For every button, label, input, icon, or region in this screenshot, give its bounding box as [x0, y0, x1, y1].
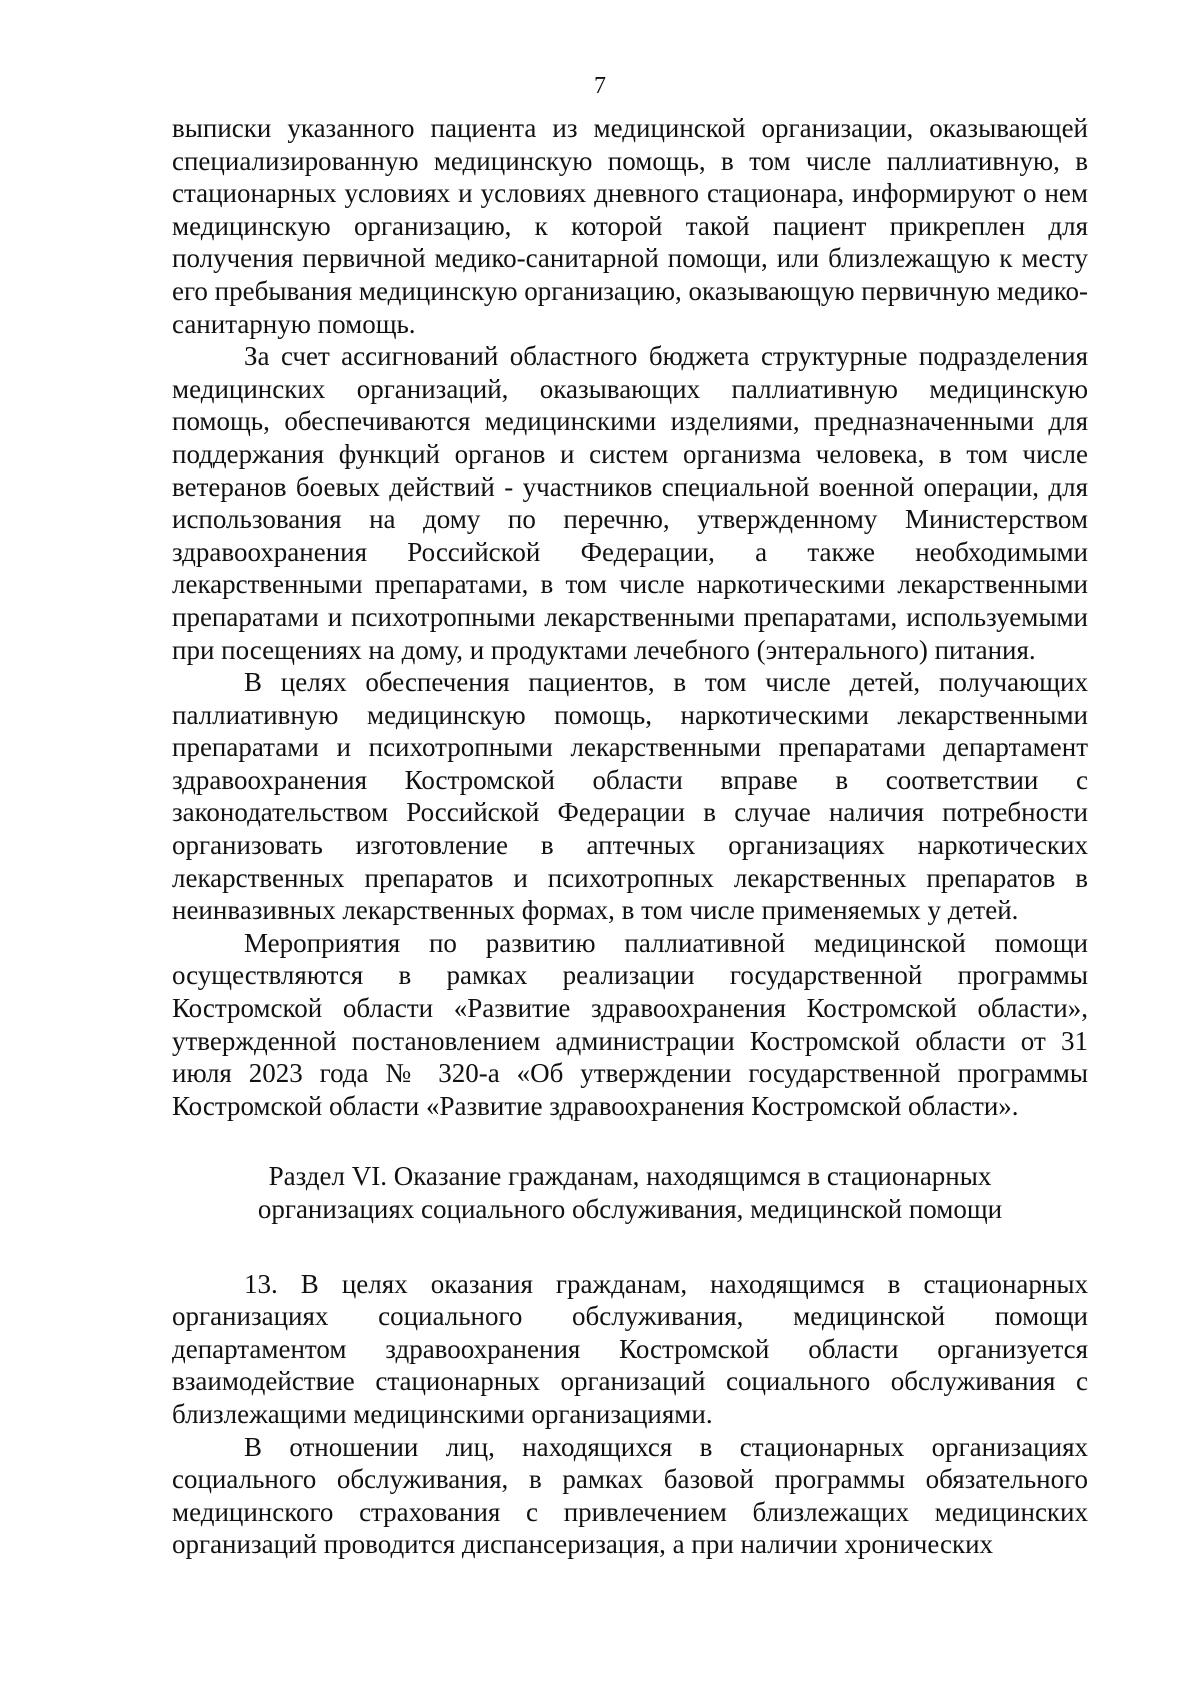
page-number: 7: [594, 73, 606, 99]
document-body: [172, 112, 1088, 1561]
paragraph-dispensary: В отношении лиц, находящихся в стационарных организациях социального обслуживания, в рамках базовой программы обязательного медицинского страхования с привлечением близлежащих медицинских организаций проводится диспансеризация, а при наличии хронических: [172, 1431, 1088, 1560]
section-heading: [172, 1160, 1088, 1225]
section-heading-line-2: организациях социального обслуживания, медицинской помощи: [257, 1194, 1003, 1224]
paragraph-continuation: выписки указанного пациента из медицинской организации, оказывающей специализированную медицинскую помощь, в том числе паллиативную, в стационарных условиях и условиях дневного стационара, информируют о нем медицинскую организацию, к которой такой пациент прикреплен для получения первичной медико-санитарной помощи, или близлежащую к месту его пребывания медицинскую организацию, оказывающую первичную медико-санитарную помощь.: [172, 113, 1088, 339]
paragraph-state-program: Мероприятия по развитию паллиативной медицинской помощи осуществляются в рамках реализации государственной программы Костромской области «Развитие здравоохранения Костромской области», утвержденной постановлением администрации Костромской области от 31 июля 2023 года № 320-а «Об утверждении государственной программы Костромской области «Развитие здравоохранения Костромской области».: [172, 927, 1088, 1121]
paragraph-clause-13: 13. В целях оказания гражданам, находящимся в стационарных организациях социального обслуживания, медицинской помощи департаментом здравоохранения Костромской области организуется взаимодействие стационарных организаций социального обслуживания с близлежащими медицинскими организациями.: [172, 1268, 1088, 1429]
section-heading-line-1: Раздел VI. Оказание гражданам, находящимся в стационарных: [268, 1161, 992, 1192]
paragraph-narcotic-drugs: В целях обеспечения пациентов, в том числе детей, получающих паллиативную медицинскую помощь, наркотическими лекарственными препаратами и психотропными лекарственными препаратами департамент здравоохранения Костромской области вправе в соответствии с законодательством Российской Федерации в случае наличия потребности организовать изготовление в аптечных организациях наркотических лекарственных препаратов и психотропных лекарственных препаратов в неинвазивных лекарственных формах, в том числе применяемых у детей.: [172, 667, 1088, 926]
paragraph-budget-funding: За счет ассигнований областного бюджета структурные подразделения медицинских организаций, оказывающих паллиативную медицинскую помощь, обеспечиваются медицинскими изделиями, предназначенными для поддержания функций органов и систем организма человека, в том числе ветеранов боевых действий - участников специальной военной операции, для использования на дому по перечню, утвержденному Министерством здравоохранения Российской Федерации, а также необходимыми лекарственными препаратами, в том числе наркотическими лекарственными препаратами и психотропными лекарственными препаратами, используемыми при посещениях на дому, и продуктами лечебного (энтерального) питания.: [172, 341, 1088, 665]
